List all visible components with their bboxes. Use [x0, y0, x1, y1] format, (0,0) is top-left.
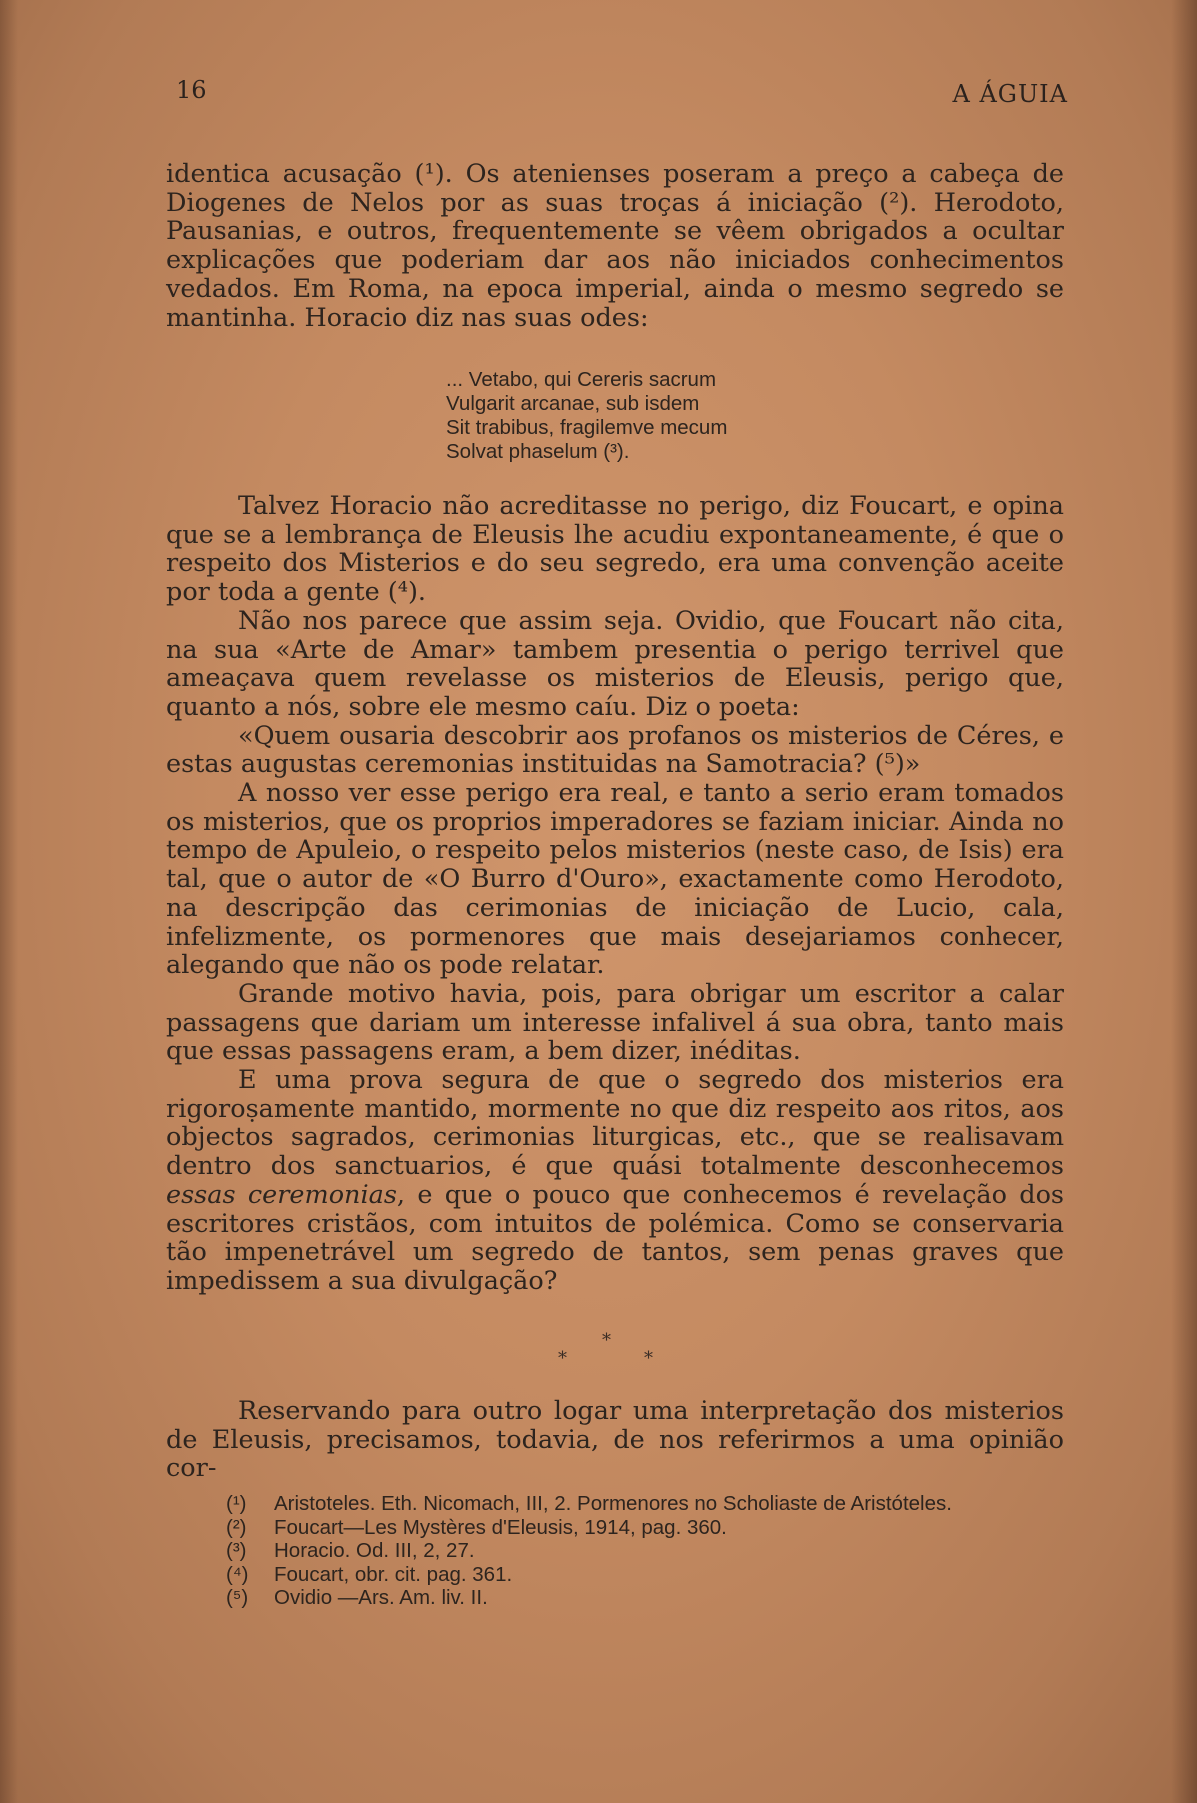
running-title: A ÁGUIA	[952, 80, 1068, 108]
footnote-text: Foucart—Les Mystères d'Eleusis, 1914, pag. 360.	[274, 1515, 727, 1539]
footnote-text: Aristoteles. Eth. Nicomach, III, 2. Pormenores no Scholiaste de Aristóteles.	[274, 1492, 952, 1515]
footnote-mark: (²)	[226, 1515, 247, 1539]
verse-line: Solvat phaselum (³).	[446, 440, 630, 463]
italic-phrase: essas ceremonias	[166, 1179, 397, 1210]
verse-line: ... Vetabo, qui Cereris sacrum	[446, 368, 717, 391]
asterisk-icon: *	[558, 1348, 567, 1369]
page-edge-shadow-left	[0, 0, 18, 1803]
paragraph: Grande motivo havia, pois, para obrigar um escritor a calar passagens que dariam um interesse infalivel á sua obra, tanto mais que essas passagens eram, a bem dizer, inéditas.	[166, 978, 1064, 1067]
footnote-text: Foucart, obr. cit. pag. 361.	[274, 1562, 513, 1586]
paragraph: A nosso ver esse perigo era real, e tanto a serio eram tomados os misterios, que os proprios imperadores se faziam iniciar. Ainda no tempo de Apuleio, o respeito pelos misterios (neste caso, de Isis) era tal, que o autor de «O Burro d'Ouro», exactamente como Herodoto, na descripção das cerimonias de iniciação de Lucio, cala, infelizmente, os pormenores que mais desejariamos conhecer, alegando que não os pode relatar.	[166, 778, 1064, 981]
paragraph	[166, 1066, 1064, 1296]
footnote-mark: (¹)	[226, 1492, 247, 1515]
footnote-text: Ovidio —Ars. Am. liv. II.	[274, 1586, 488, 1609]
footnote-text: Horacio. Od. III, 2, 27.	[274, 1539, 475, 1562]
footnote-mark: (⁴)	[226, 1562, 249, 1586]
paragraph: Não nos parece que assim seja. Ovidio, que Foucart não cita, na sua «Arte de Amar» tambem presentia o perigo terrivel que ameaçava quem revelasse os misterios de Eleusis, perigo que, quanto a nós, sobre ele mesmo caíu. Diz o poeta:	[166, 605, 1064, 722]
footnote	[226, 1492, 1086, 1516]
verse-line: Sit trabibus, fragilemve mecum	[446, 416, 728, 439]
paragraph-text: E uma prova segura de que o segredo dos misterios era rigoroṣamente mantido, mormente no que diz respeito aos ritos, aos objectos sagrados, cerimonias liturgicas, etc., que se realisavam dentro dos sanctuarios, é que quási totalmente desconhecemos	[166, 1065, 1064, 1182]
footnote	[226, 1563, 1086, 1587]
paragraph-text: , e que o pouco que conhecemos é revelação dos escritores cristãos, com intuitos de polémica. Como se conservaria tão impenetrável um segredo de tantos, sem penas graves que impedissem a sua divulgação?	[166, 1179, 1065, 1296]
paragraph: identica acusação (¹). Os atenienses poseram a preço a cabeça de Diogenes de Nelos por as suas troças á iniciação (²). Herodoto, Pausanias, e outros, frequentemente se vêem obrigados a ocultar explicações que poderiam dar aos não iniciados conhecimentos vedados. Em Roma, na epoca imperial, ainda o mesmo segredo se mantinha. Horacio diz nas suas odes:	[166, 159, 1064, 333]
paragraph: Reservando para outro logar uma interpretação dos misterios de Eleusis, precisamos, todavia, de nos referirmos a uma opinião cor-	[166, 1396, 1064, 1484]
footnote	[226, 1516, 1086, 1540]
footnote-mark: (³)	[226, 1539, 247, 1562]
page-header	[176, 76, 1068, 116]
latin-verse-quote	[446, 368, 866, 464]
footnote	[226, 1586, 1086, 1610]
footnotes	[226, 1492, 1086, 1610]
paragraph: «Quem ousaria descobrir aos profanos os misterios de Céres, e estas augustas ceremonias instituidas na Samotracia? (⁵)»	[166, 720, 1064, 780]
footnote-mark: (⁵)	[226, 1586, 249, 1609]
main-text-block-final	[166, 1397, 1064, 1483]
paragraph: Talvez Horacio não acreditasse no perigo, diz Foucart, e opina que se a lembrança de Eleusis lhe acudiu expontaneamente, é que o respeito dos Misterios e do seu segredo, era uma convenção aceite por toda a gente (⁴).	[166, 491, 1064, 608]
main-text-block	[166, 160, 1064, 332]
page-edge-shadow-right	[1171, 0, 1197, 1803]
main-text-block-continued	[166, 492, 1064, 1296]
footnote	[226, 1539, 1086, 1563]
page-number: 16	[176, 76, 207, 104]
verse-line: Vulgarit arcanae, sub isdem	[446, 392, 700, 415]
asterisk-icon: *	[644, 1348, 653, 1369]
section-separator	[540, 1330, 680, 1380]
asterisk-icon: *	[602, 1330, 611, 1351]
